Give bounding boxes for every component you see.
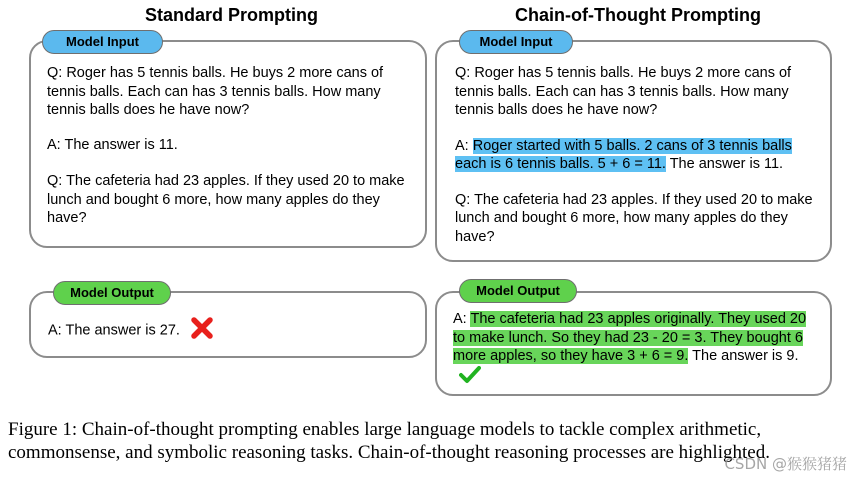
cot-q2: Q: The cafeteria had 23 apples. If they used 20 to make lunch and bought 6 more, how many apples do they have? [455,191,813,245]
cot-output-reasoning-highlight: The cafeteria had 23 apples originally. They used 20 to make lunch. So they had 23 - 20 = 3. They bought 6 more apples, so they have 3 + 6 = 9. [453,311,807,364]
cot-output-suffix: The answer is 9. [688,348,799,364]
standard-q1: Q: Roger has 5 tennis balls. He buys 2 more cans of tennis balls. Each can has 3 tennis balls. How many tennis balls does he have now? [47,65,384,118]
standard-a1: A: The answer is 11. [47,136,178,153]
caption-line-1: Figure 1: Chain-of-thought prompting enables large language models to tackle complex arithmetic, [8,419,762,440]
cot-input-label: Model Input [459,30,573,54]
cot-a1-suffix: The answer is 11. [665,156,784,172]
standard-output-label: Model Output [53,281,171,305]
cot-input-text [455,64,823,246]
cot-a1-reasoning-highlight: Roger started with 5 balls. 2 cans of 3 tennis balls each is 6 tennis balls. 5 + 6 = 11. [455,137,792,172]
cot-output-prefix: A: [453,311,471,327]
cot-output-text [453,310,817,389]
checkmark-icon [459,366,481,390]
standard-prompting-title: Standard Prompting [145,5,319,25]
cot-a1 [455,137,823,174]
standard-input-label: Model Input [42,30,163,54]
standard-output-answer: A: The answer is 27. [48,322,180,339]
cot-a1-prefix: A: [455,137,473,154]
cot-q1: Q: Roger has 5 tennis balls. He buys 2 more cans of tennis balls. Each can has 3 tennis balls. How many tennis balls does he have now? [455,65,792,118]
cross-icon [190,316,214,346]
cot-output-label: Model Output [459,279,577,303]
standard-q2: Q: The cafeteria had 23 apples. If they used 20 to make lunch and bought 6 more, how many apples do they have? [47,173,405,226]
standard-input-text [47,64,419,228]
cot-prompting-title: Chain-of-Thought Prompting [515,5,761,25]
caption-line-2: commonsense, and symbolic reasoning tasks. Chain-of-thought reasoning processes are highlighted. [8,442,770,463]
standard-output-text [48,316,214,346]
watermark: CSDN @猴猴猪猪 [724,455,847,473]
